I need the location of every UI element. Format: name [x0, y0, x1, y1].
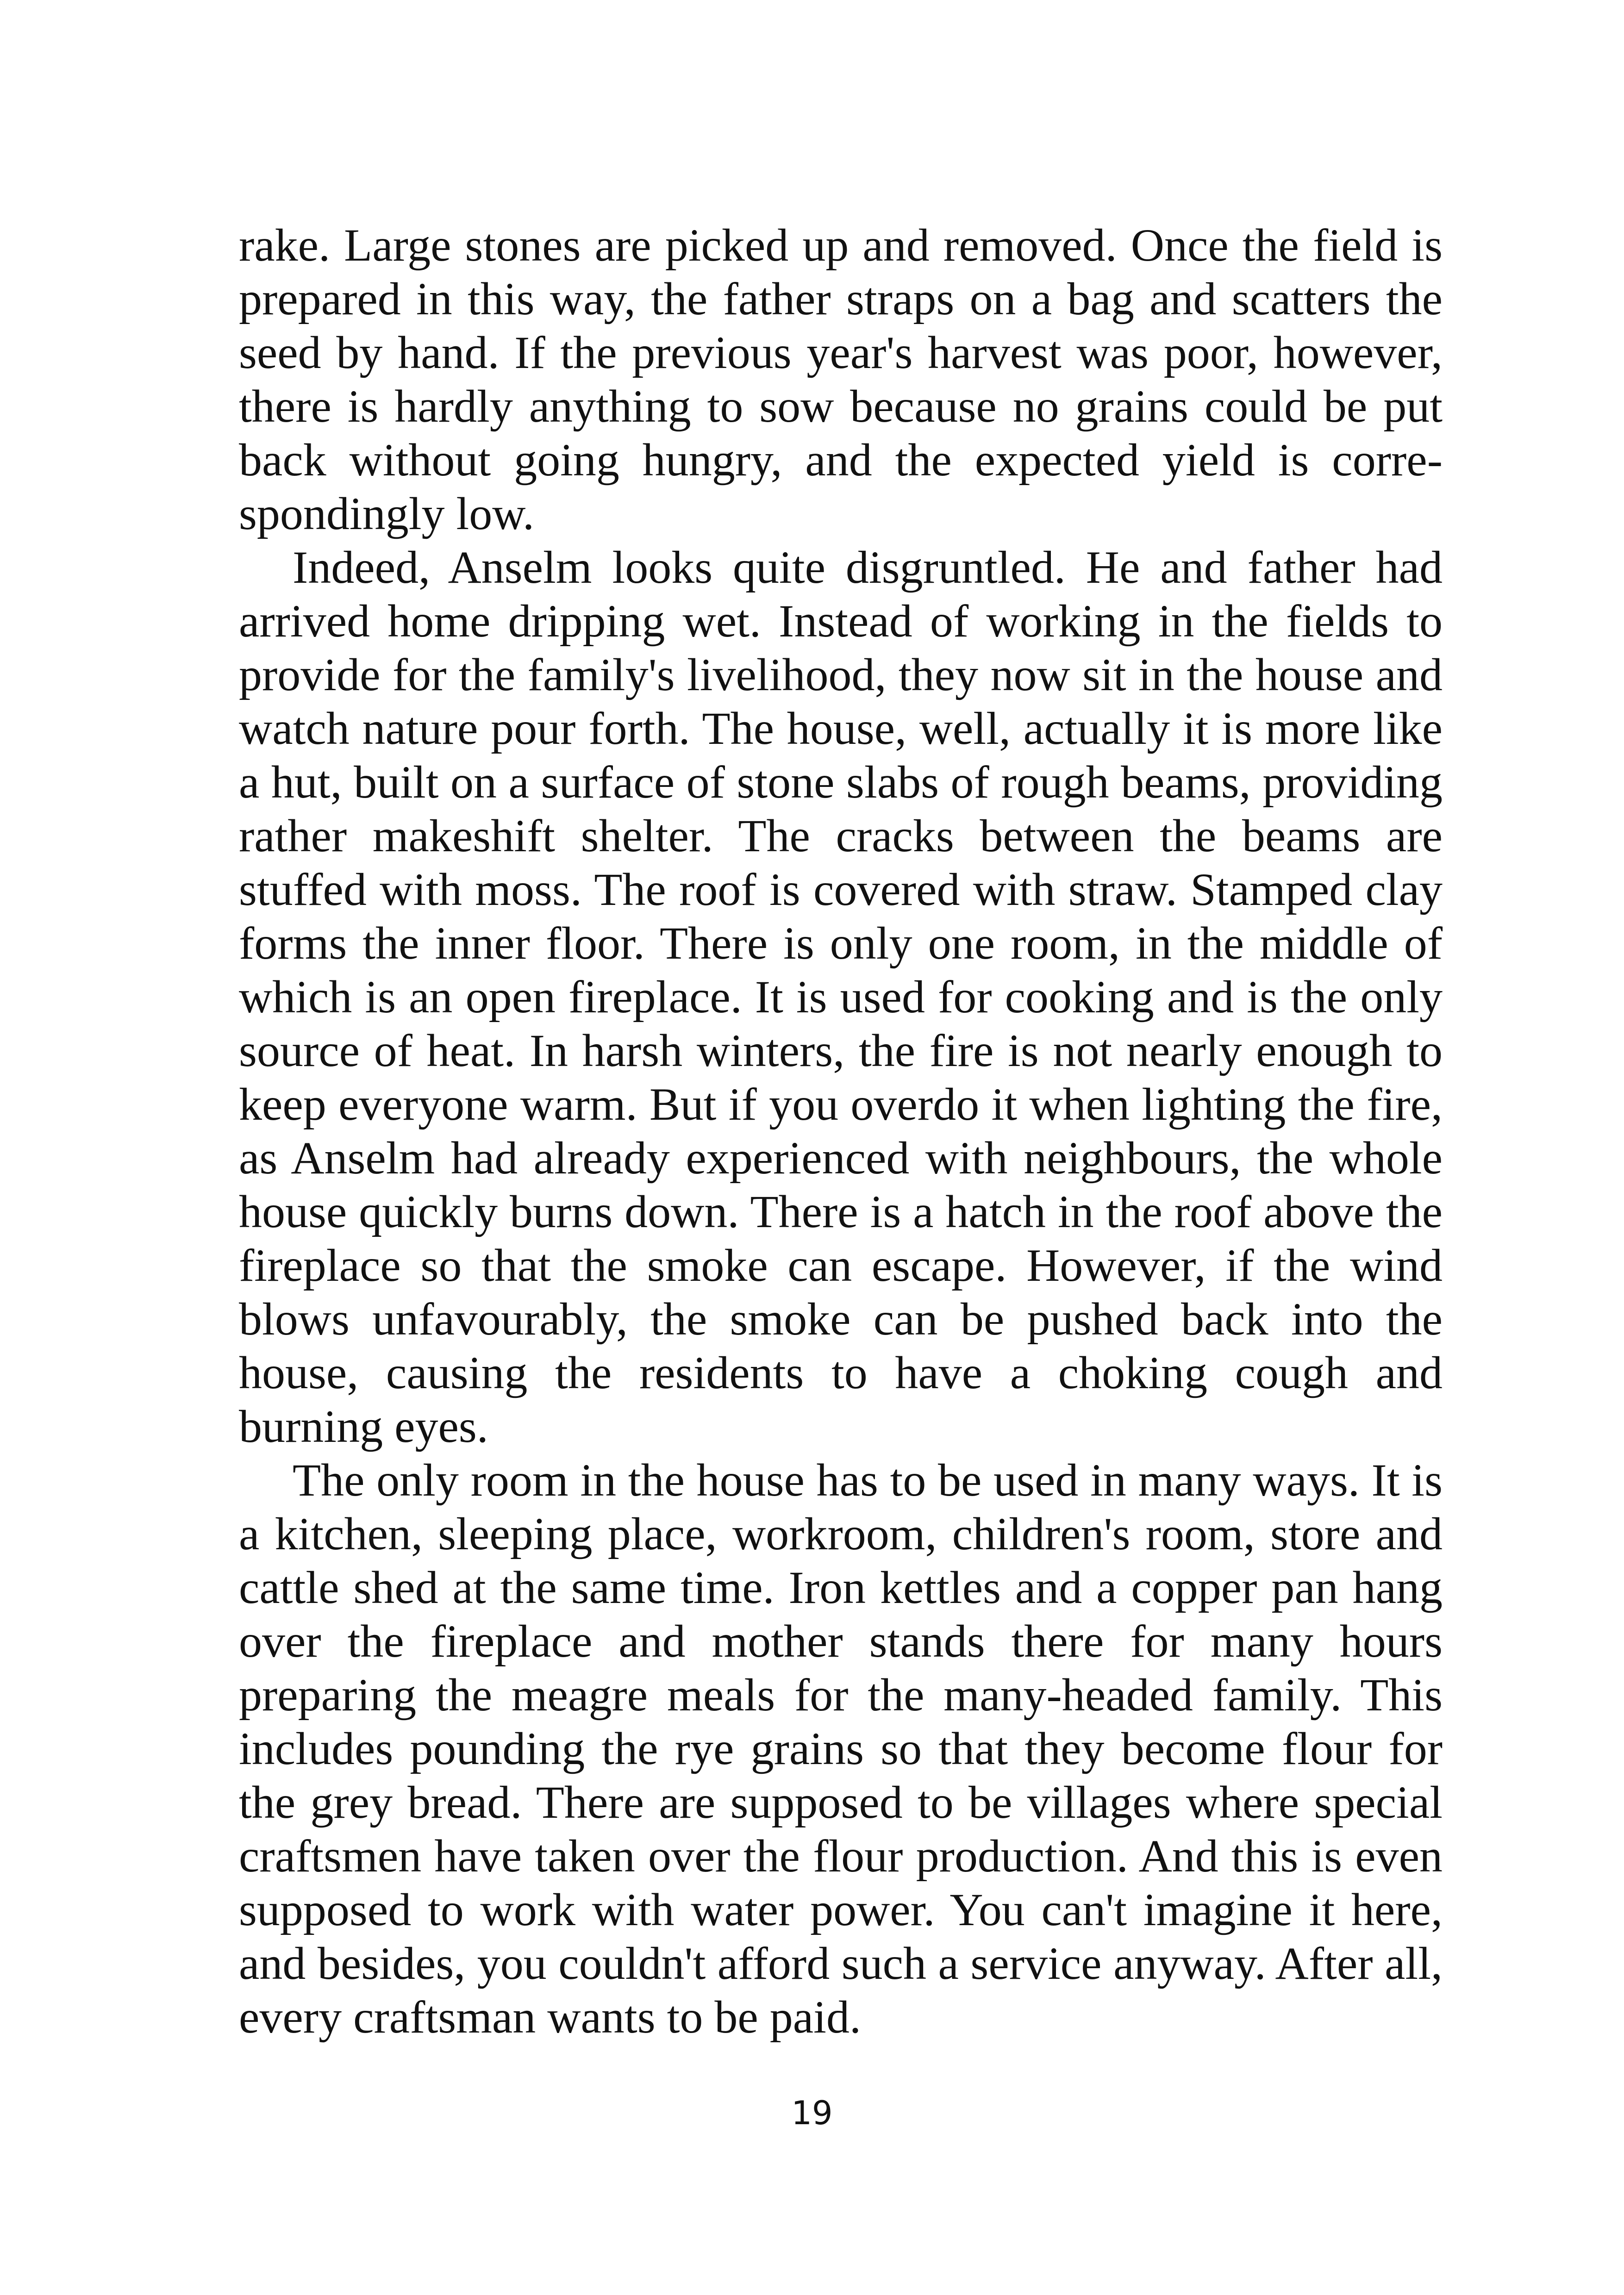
paragraph-1: rake. Large stones are picked up and removed. Once the field is prepared in this way, the father straps on a bag and scatters the seed by hand. If the previous year's harvest was poor, however, there is hardly anything to sow because no grains could be put back without going hungry, and the expected yield is correspondingly low. [239, 219, 1443, 539]
paragraph-2: Indeed, Anselm looks quite disgruntled. He and father had arrived home dripping wet. Instead of working in the fields to provide for the family's livelihood, they now sit in the house and watch nature pour forth. The house, well, actually it is more like a hut, built on a surface of stone slabs of rough beams, providing rather makeshift shelter. The cracks between the beams are stuffed with moss. The roof is covered with straw. Stamped clay forms the inner floor. There is only one room, in the middle of which is an open fireplace. It is used for cooking and is the only source of heat. In harsh winters, the fire is not nearly enough to keep everyone warm. But if you overdo it when lighting the fire, as Anselm had already experienced with neighbours, the whole house quickly burns down. There is a hatch in the roof above the fireplace so that the smoke can escape. However, if the wind blows unfavourably, the smoke can be pushed back into the house, causing the residents to have a choking cough and burning eyes. [239, 542, 1443, 1452]
body-text [239, 218, 1443, 2044]
paragraph-3: The only room in the house has to be used in many ways. It is a kitchen, sleeping place, workroom, children's room, store and cattle shed at the same time. Iron kettles and a copper pan hang over the fireplace and mother stands there for many hours preparing the meagre meals for the many-headed family. This includes pounding the rye grains so that they become flour for the grey bread. There are supposed to be villages where special craftsmen have taken over the flour production. And this is even supposed to work with water power. You can't imagine it here, and besides, you couldn't afford such a service anyway. After all, every craftsman wants to be paid. [239, 1454, 1443, 2043]
page-number: 19 [791, 2094, 833, 2132]
